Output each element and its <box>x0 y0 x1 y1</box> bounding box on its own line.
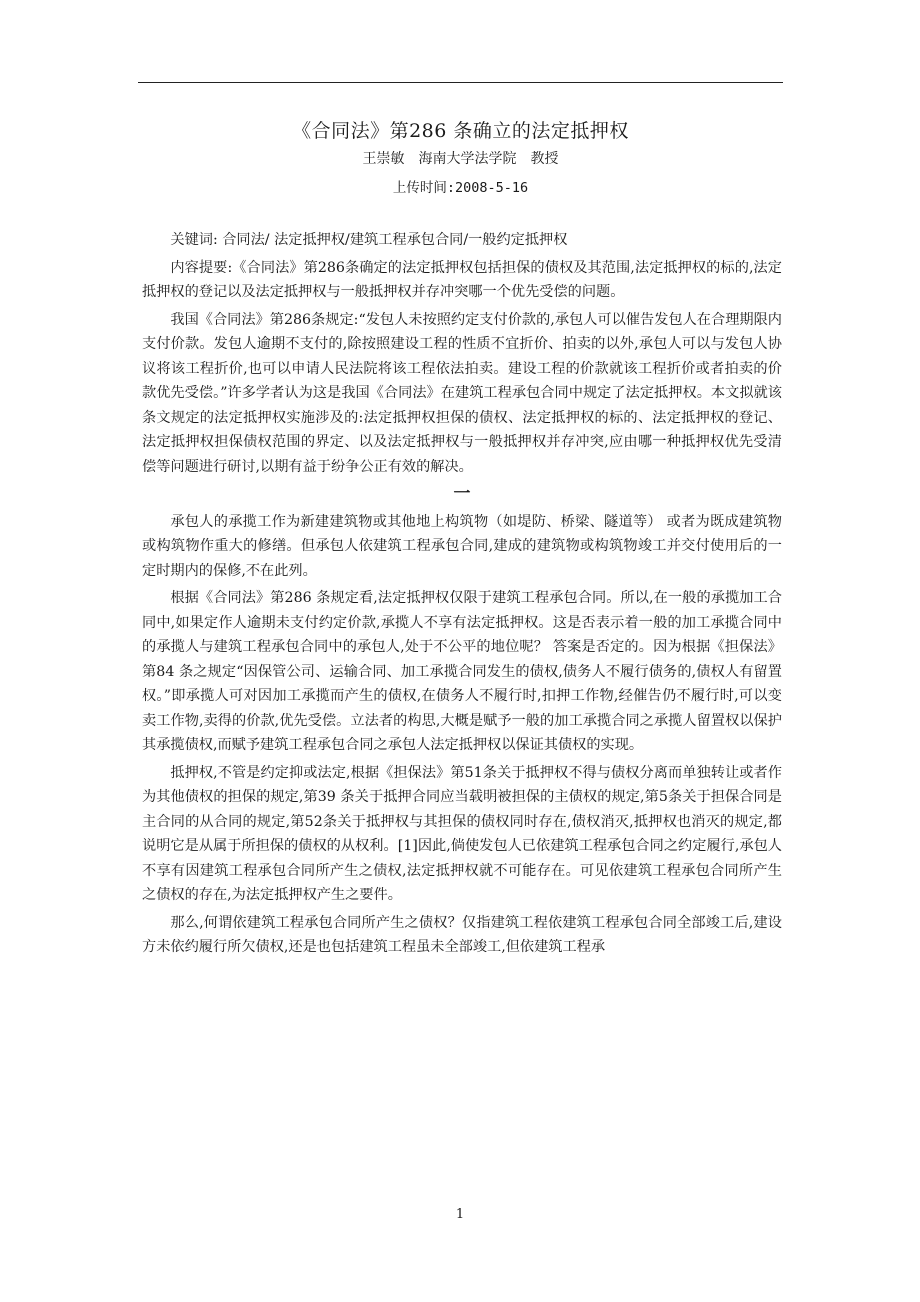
paragraph: 那么,何谓依建筑工程承包合同所产生之债权？仅指建筑工程依建筑工程承包合同全部竣工后,建设方未依约履行所欠债权,还是也包括建筑工程虽未全部竣工,但依建筑工程承 <box>142 914 782 955</box>
paragraph: 抵押权,不管是约定抑或法定,根据《担保法》第51条关于抵押权不得与债权分离而单独转让或者作为其他债权的担保的规定,第39 条关于抵押合同应当载明被担保的主债权的规定,第5条关于担保合同是主合同的从合同的规定,第52条关于抵押权与其担保的债权同时存在,债权消灭,抵押权也消灭的规定,都说明它是从属于所担保的债权的从权利。[1]因此,倘使发包人已依建筑工程承包合同之约定履行,承包人不享有因建筑工程承包合同所产生之债权,法定抵押权就不可能存在。可见依建筑工程承包合同所产生之债权的存在,为法定抵押权产生之要件。 <box>142 764 782 903</box>
author-line: 王崇敏 海南大学法学院 教授 <box>362 151 559 167</box>
section-heading: 一 <box>453 484 471 504</box>
paragraph: 承包人的承揽工作为新建建筑物或其他地上构筑物（如堤防、桥梁、隧道等） 或者为既成建筑物或构筑物作重大的修缮。但承包人依建筑工程承包合同,建成的建筑物或构筑物竣工并交付使用后的一定时期内的保修,不在此列。 <box>142 513 782 579</box>
intro-paragraph: 我国《合同法》第286条规定:“发包人未按照约定支付价款的,承包人可以催告发包人在合理期限内支付价款。发包人逾期不支付的,除按照建设工程的性质不宜折价、拍卖的以外,承包人可以与发包人协议将该工程折价,也可以申请人民法院将该工程依法拍卖。建设工程的价款就该工程折价或者拍卖的价款优先受偿。”许多学者认为这是我国《合同法》在建筑工程承包合同中规定了法定抵押权。本文拟就该条文规定的法定抵押权实施涉及的:法定抵押权担保的债权、法定抵押权的标的、法定抵押权的登记、法定抵押权担保债权范围的界定、以及法定抵押权与一般抵押权并存冲突,应由哪一种抵押权优先受清偿等问题进行研讨,以期有益于纷争公正有效的解决。 <box>142 311 782 475</box>
upload-time: 上传时间:2008-5-16 <box>392 180 529 196</box>
page-number: 1 <box>455 1207 465 1222</box>
top-rule <box>138 82 783 83</box>
keywords: 关键词: 合同法/ 法定抵押权/建筑工程承包合同/一般约定抵押权 <box>170 232 568 248</box>
document-title: 《合同法》第286 条确立的法定抵押权 <box>292 120 629 142</box>
paragraph: 根据《合同法》第286 条规定看,法定抵押权仅限于建筑工程承包合同。所以,在一般的承揽加工合同中,如果定作人逾期未支付约定价款,承揽人不享有法定抵押权。这是否表示着一般的加工承揽合同中的承揽人与建筑工程承包合同中的承包人,处于不公平的地位呢？ 答案是否定的。因为根据《担保法》第84 条之规定“因保管公司、运输合同、加工承揽合同发生的债权,债务人不履行债务的,债权人有留置权。”即承揽人可对因加工承揽而产生的债权,在债务人不履行时,扣押工作物,经催告仍不履行时,可以变卖工作物,卖得的价款,优先受偿。立法者的构思,大概是赋予一般的加工承揽合同之承揽人留置权以保护其承揽债权,而赋予建筑工程承包合同之承包人法定抵押权以保证其债权的实现。 <box>142 590 782 753</box>
document-body <box>142 228 782 963</box>
abstract: 内容提要:《合同法》第286条确定的法定抵押权包括担保的债权及其范围,法定抵押权的标的,法定抵押权的登记以及法定抵押权与一般抵押权并存冲突哪一个优先受偿的问题。 <box>142 259 782 300</box>
